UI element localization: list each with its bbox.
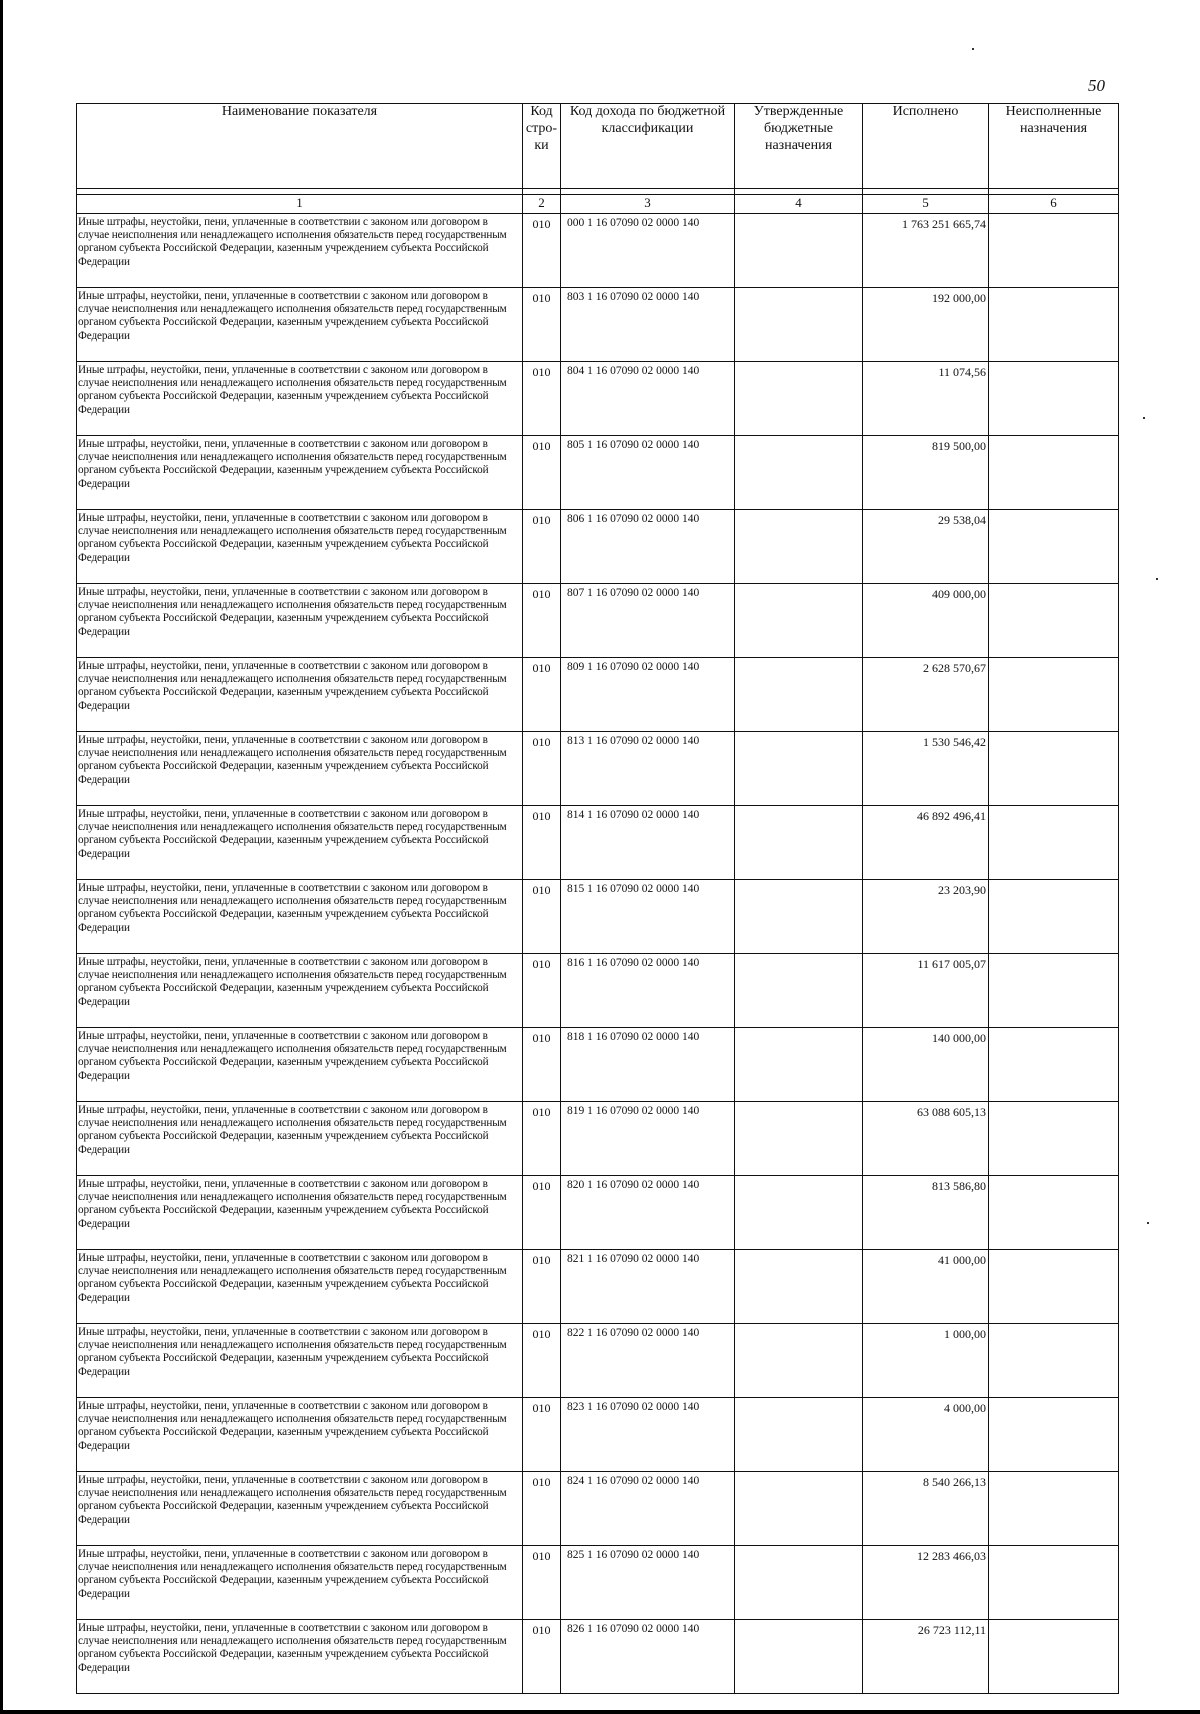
row-income-code: 804 1 16 07090 02 0000 140 <box>561 362 735 436</box>
row-indicator-name: Иные штрафы, неустойки, пени, уплаченные в соответствии с законом или договором в случае неисполнения или ненадлежащего исполнения обязательств перед государственным органом субъекта Российской Федерации, казенным учреждением субъекта Российской Федерации <box>77 1176 523 1250</box>
row-executed: 1 000,00 <box>863 1324 989 1398</box>
row-line-code: 010 <box>523 1472 561 1546</box>
row-indicator-name: Иные штрафы, неустойки, пени, уплаченные в соответствии с законом или договором в случае неисполнения или ненадлежащего исполнения обязательств перед государственным органом субъекта Российской Федерации, казенным учреждением субъекта Российской Федерации <box>77 658 523 732</box>
row-approved <box>735 1620 863 1694</box>
row-approved <box>735 214 863 288</box>
row-indicator-name: Иные штрафы, неустойки, пени, уплаченные в соответствии с законом или договором в случае неисполнения или ненадлежащего исполнения обязательств перед государственным органом субъекта Российской Федерации, казенным учреждением субъекта Российской Федерации <box>77 436 523 510</box>
row-line-code: 010 <box>523 510 561 584</box>
row-indicator-name: Иные штрафы, неустойки, пени, уплаченные в соответствии с законом или договором в случае неисполнения или ненадлежащего исполнения обязательств перед государственным органом субъекта Российской Федерации, казенным учреждением субъекта Российской Федерации <box>77 362 523 436</box>
row-indicator-name: Иные штрафы, неустойки, пени, уплаченные в соответствии с законом или договором в случае неисполнения или ненадлежащего исполнения обязательств перед государственным органом субъекта Российской Федерации, казенным учреждением субъекта Российской Федерации <box>77 1250 523 1324</box>
row-indicator-name: Иные штрафы, неустойки, пени, уплаченные в соответствии с законом или договором в случае неисполнения или ненадлежащего исполнения обязательств перед государственным органом субъекта Российской Федерации, казенным учреждением субъекта Российской Федерации <box>77 1102 523 1176</box>
table-row <box>77 510 1119 584</box>
row-executed: 1 763 251 665,74 <box>863 214 989 288</box>
row-line-code: 010 <box>523 1398 561 1472</box>
table-row <box>77 1102 1119 1176</box>
row-unexecuted <box>989 584 1119 658</box>
row-unexecuted <box>989 954 1119 1028</box>
row-approved <box>735 732 863 806</box>
row-executed: 8 540 266,13 <box>863 1472 989 1546</box>
table-row <box>77 732 1119 806</box>
row-unexecuted <box>989 1102 1119 1176</box>
row-executed: 29 538,04 <box>863 510 989 584</box>
table-row <box>77 1398 1119 1472</box>
row-approved <box>735 1250 863 1324</box>
table-row <box>77 1620 1119 1694</box>
row-unexecuted <box>989 1472 1119 1546</box>
row-approved <box>735 658 863 732</box>
row-indicator-name: Иные штрафы, неустойки, пени, уплаченные в соответствии с законом или договором в случае неисполнения или ненадлежащего исполнения обязательств перед государственным органом субъекта Российской Федерации, казенным учреждением субъекта Российской Федерации <box>77 1472 523 1546</box>
column-number-row <box>77 195 1119 214</box>
row-approved <box>735 1472 863 1546</box>
row-unexecuted <box>989 806 1119 880</box>
row-executed: 63 088 605,13 <box>863 1102 989 1176</box>
row-income-code: 814 1 16 07090 02 0000 140 <box>561 806 735 880</box>
row-line-code: 010 <box>523 1102 561 1176</box>
row-line-code: 010 <box>523 436 561 510</box>
row-executed: 11 617 005,07 <box>863 954 989 1028</box>
header-income-code: Код дохода по бюджетной классификации <box>561 104 735 189</box>
row-indicator-name: Иные штрафы, неустойки, пени, уплаченные в соответствии с законом или договором в случае неисполнения или ненадлежащего исполнения обязательств перед государственным органом субъекта Российской Федерации, казенным учреждением субъекта Российской Федерации <box>77 1028 523 1102</box>
budget-report-table <box>76 103 1119 1694</box>
table-row <box>77 1546 1119 1620</box>
row-indicator-name: Иные штрафы, неустойки, пени, уплаченные в соответствии с законом или договором в случае неисполнения или ненадлежащего исполнения обязательств перед государственным органом субъекта Российской Федерации, казенным учреждением субъекта Российской Федерации <box>77 806 523 880</box>
row-approved <box>735 880 863 954</box>
header-row <box>77 104 1119 189</box>
table-row <box>77 1472 1119 1546</box>
row-executed: 140 000,00 <box>863 1028 989 1102</box>
row-unexecuted <box>989 1398 1119 1472</box>
table-row <box>77 954 1119 1028</box>
row-unexecuted <box>989 1250 1119 1324</box>
column-number: 2 <box>523 195 561 214</box>
row-approved <box>735 1398 863 1472</box>
header-indicator-name: Наименование показателя <box>77 104 523 189</box>
row-indicator-name: Иные штрафы, неустойки, пени, уплаченные в соответствии с законом или договором в случае неисполнения или ненадлежащего исполнения обязательств перед государственным органом субъекта Российской Федерации, казенным учреждением субъекта Российской Федерации <box>77 214 523 288</box>
row-indicator-name: Иные штрафы, неустойки, пени, уплаченные в соответствии с законом или договором в случае неисполнения или ненадлежащего исполнения обязательств перед государственным органом субъекта Российской Федерации, казенным учреждением субъекта Российской Федерации <box>77 954 523 1028</box>
row-unexecuted <box>989 288 1119 362</box>
table-row <box>77 658 1119 732</box>
table-row <box>77 288 1119 362</box>
row-approved <box>735 1102 863 1176</box>
row-income-code: 815 1 16 07090 02 0000 140 <box>561 880 735 954</box>
scan-speck <box>1147 1222 1149 1224</box>
row-unexecuted <box>989 510 1119 584</box>
row-line-code: 010 <box>523 1546 561 1620</box>
page-number: 50 <box>1088 76 1105 95</box>
row-line-code: 010 <box>523 658 561 732</box>
row-unexecuted <box>989 1176 1119 1250</box>
row-executed: 409 000,00 <box>863 584 989 658</box>
row-indicator-name: Иные штрафы, неустойки, пени, уплаченные в соответствии с законом или договором в случае неисполнения или ненадлежащего исполнения обязательств перед государственным органом субъекта Российской Федерации, казенным учреждением субъекта Российской Федерации <box>77 1398 523 1472</box>
table-row <box>77 1028 1119 1102</box>
row-indicator-name: Иные штрафы, неустойки, пени, уплаченные в соответствии с законом или договором в случае неисполнения или ненадлежащего исполнения обязательств перед государственным органом субъекта Российской Федерации, казенным учреждением субъекта Российской Федерации <box>77 1620 523 1694</box>
row-unexecuted <box>989 1324 1119 1398</box>
scan-border-bottom <box>0 1710 1200 1714</box>
row-income-code: 824 1 16 07090 02 0000 140 <box>561 1472 735 1546</box>
row-executed: 23 203,90 <box>863 880 989 954</box>
row-income-code: 805 1 16 07090 02 0000 140 <box>561 436 735 510</box>
row-executed: 192 000,00 <box>863 288 989 362</box>
table-body <box>77 214 1119 1694</box>
row-unexecuted <box>989 880 1119 954</box>
scan-speck <box>1156 578 1158 580</box>
table-row <box>77 214 1119 288</box>
row-approved <box>735 1028 863 1102</box>
table-row <box>77 880 1119 954</box>
row-income-code: 807 1 16 07090 02 0000 140 <box>561 584 735 658</box>
row-income-code: 825 1 16 07090 02 0000 140 <box>561 1546 735 1620</box>
row-approved <box>735 954 863 1028</box>
row-indicator-name: Иные штрафы, неустойки, пени, уплаченные в соответствии с законом или договором в случае неисполнения или ненадлежащего исполнения обязательств перед государственным органом субъекта Российской Федерации, казенным учреждением субъекта Российской Федерации <box>77 510 523 584</box>
row-income-code: 818 1 16 07090 02 0000 140 <box>561 1028 735 1102</box>
row-approved <box>735 1546 863 1620</box>
row-executed: 813 586,80 <box>863 1176 989 1250</box>
row-line-code: 010 <box>523 1250 561 1324</box>
table-row <box>77 362 1119 436</box>
row-indicator-name: Иные штрафы, неустойки, пени, уплаченные в соответствии с законом или договором в случае неисполнения или ненадлежащего исполнения обязательств перед государственным органом субъекта Российской Федерации, казенным учреждением субъекта Российской Федерации <box>77 732 523 806</box>
row-line-code: 010 <box>523 1028 561 1102</box>
table-row <box>77 584 1119 658</box>
row-line-code: 010 <box>523 1176 561 1250</box>
row-income-code: 816 1 16 07090 02 0000 140 <box>561 954 735 1028</box>
row-unexecuted <box>989 1028 1119 1102</box>
row-executed: 46 892 496,41 <box>863 806 989 880</box>
row-line-code: 010 <box>523 880 561 954</box>
row-approved <box>735 362 863 436</box>
column-number: 3 <box>561 195 735 214</box>
row-executed: 1 530 546,42 <box>863 732 989 806</box>
row-income-code: 821 1 16 07090 02 0000 140 <box>561 1250 735 1324</box>
header-line-code: Код стро- ки <box>523 104 561 189</box>
row-line-code: 010 <box>523 362 561 436</box>
column-number: 6 <box>989 195 1119 214</box>
row-indicator-name: Иные штрафы, неустойки, пени, уплаченные в соответствии с законом или договором в случае неисполнения или ненадлежащего исполнения обязательств перед государственным органом субъекта Российской Федерации, казенным учреждением субъекта Российской Федерации <box>77 1546 523 1620</box>
row-unexecuted <box>989 362 1119 436</box>
row-line-code: 010 <box>523 1324 561 1398</box>
row-unexecuted <box>989 436 1119 510</box>
row-indicator-name: Иные штрафы, неустойки, пени, уплаченные в соответствии с законом или договором в случае неисполнения или ненадлежащего исполнения обязательств перед государственным органом субъекта Российской Федерации, казенным учреждением субъекта Российской Федерации <box>77 1324 523 1398</box>
scan-speck <box>972 48 974 50</box>
row-executed: 41 000,00 <box>863 1250 989 1324</box>
row-approved <box>735 436 863 510</box>
row-executed: 2 628 570,67 <box>863 658 989 732</box>
row-approved <box>735 288 863 362</box>
row-unexecuted <box>989 1620 1119 1694</box>
row-income-code: 822 1 16 07090 02 0000 140 <box>561 1324 735 1398</box>
row-unexecuted <box>989 1546 1119 1620</box>
table-row <box>77 1176 1119 1250</box>
row-line-code: 010 <box>523 806 561 880</box>
row-income-code: 820 1 16 07090 02 0000 140 <box>561 1176 735 1250</box>
header-approved: Утвержденные бюджетные назначения <box>735 104 863 189</box>
row-income-code: 813 1 16 07090 02 0000 140 <box>561 732 735 806</box>
row-executed: 26 723 112,11 <box>863 1620 989 1694</box>
column-number: 5 <box>863 195 989 214</box>
row-unexecuted <box>989 732 1119 806</box>
scan-border-left <box>0 0 3 1714</box>
row-approved <box>735 510 863 584</box>
row-unexecuted <box>989 658 1119 732</box>
table-row <box>77 1324 1119 1398</box>
column-number: 1 <box>77 195 523 214</box>
header-executed: Исполнено <box>863 104 989 189</box>
row-approved <box>735 1324 863 1398</box>
row-income-code: 809 1 16 07090 02 0000 140 <box>561 658 735 732</box>
row-approved <box>735 1176 863 1250</box>
row-unexecuted <box>989 214 1119 288</box>
row-line-code: 010 <box>523 954 561 1028</box>
row-executed: 12 283 466,03 <box>863 1546 989 1620</box>
row-indicator-name: Иные штрафы, неустойки, пени, уплаченные в соответствии с законом или договором в случае неисполнения или ненадлежащего исполнения обязательств перед государственным органом субъекта Российской Федерации, казенным учреждением субъекта Российской Федерации <box>77 288 523 362</box>
row-executed: 11 074,56 <box>863 362 989 436</box>
row-income-code: 803 1 16 07090 02 0000 140 <box>561 288 735 362</box>
scan-speck <box>1143 417 1145 419</box>
row-executed: 4 000,00 <box>863 1398 989 1472</box>
row-income-code: 826 1 16 07090 02 0000 140 <box>561 1620 735 1694</box>
row-income-code: 806 1 16 07090 02 0000 140 <box>561 510 735 584</box>
row-line-code: 010 <box>523 584 561 658</box>
table-row <box>77 1250 1119 1324</box>
header-unexecuted: Неисполненные назначения <box>989 104 1119 189</box>
table-row <box>77 436 1119 510</box>
row-line-code: 010 <box>523 1620 561 1694</box>
row-executed: 819 500,00 <box>863 436 989 510</box>
row-line-code: 010 <box>523 288 561 362</box>
row-approved <box>735 806 863 880</box>
column-number: 4 <box>735 195 863 214</box>
row-income-code: 823 1 16 07090 02 0000 140 <box>561 1398 735 1472</box>
row-approved <box>735 584 863 658</box>
row-indicator-name: Иные штрафы, неустойки, пени, уплаченные в соответствии с законом или договором в случае неисполнения или ненадлежащего исполнения обязательств перед государственным органом субъекта Российской Федерации, казенным учреждением субъекта Российской Федерации <box>77 880 523 954</box>
row-income-code: 819 1 16 07090 02 0000 140 <box>561 1102 735 1176</box>
row-indicator-name: Иные штрафы, неустойки, пени, уплаченные в соответствии с законом или договором в случае неисполнения или ненадлежащего исполнения обязательств перед государственным органом субъекта Российской Федерации, казенным учреждением субъекта Российской Федерации <box>77 584 523 658</box>
row-income-code: 000 1 16 07090 02 0000 140 <box>561 214 735 288</box>
row-line-code: 010 <box>523 214 561 288</box>
table-row <box>77 806 1119 880</box>
row-line-code: 010 <box>523 732 561 806</box>
